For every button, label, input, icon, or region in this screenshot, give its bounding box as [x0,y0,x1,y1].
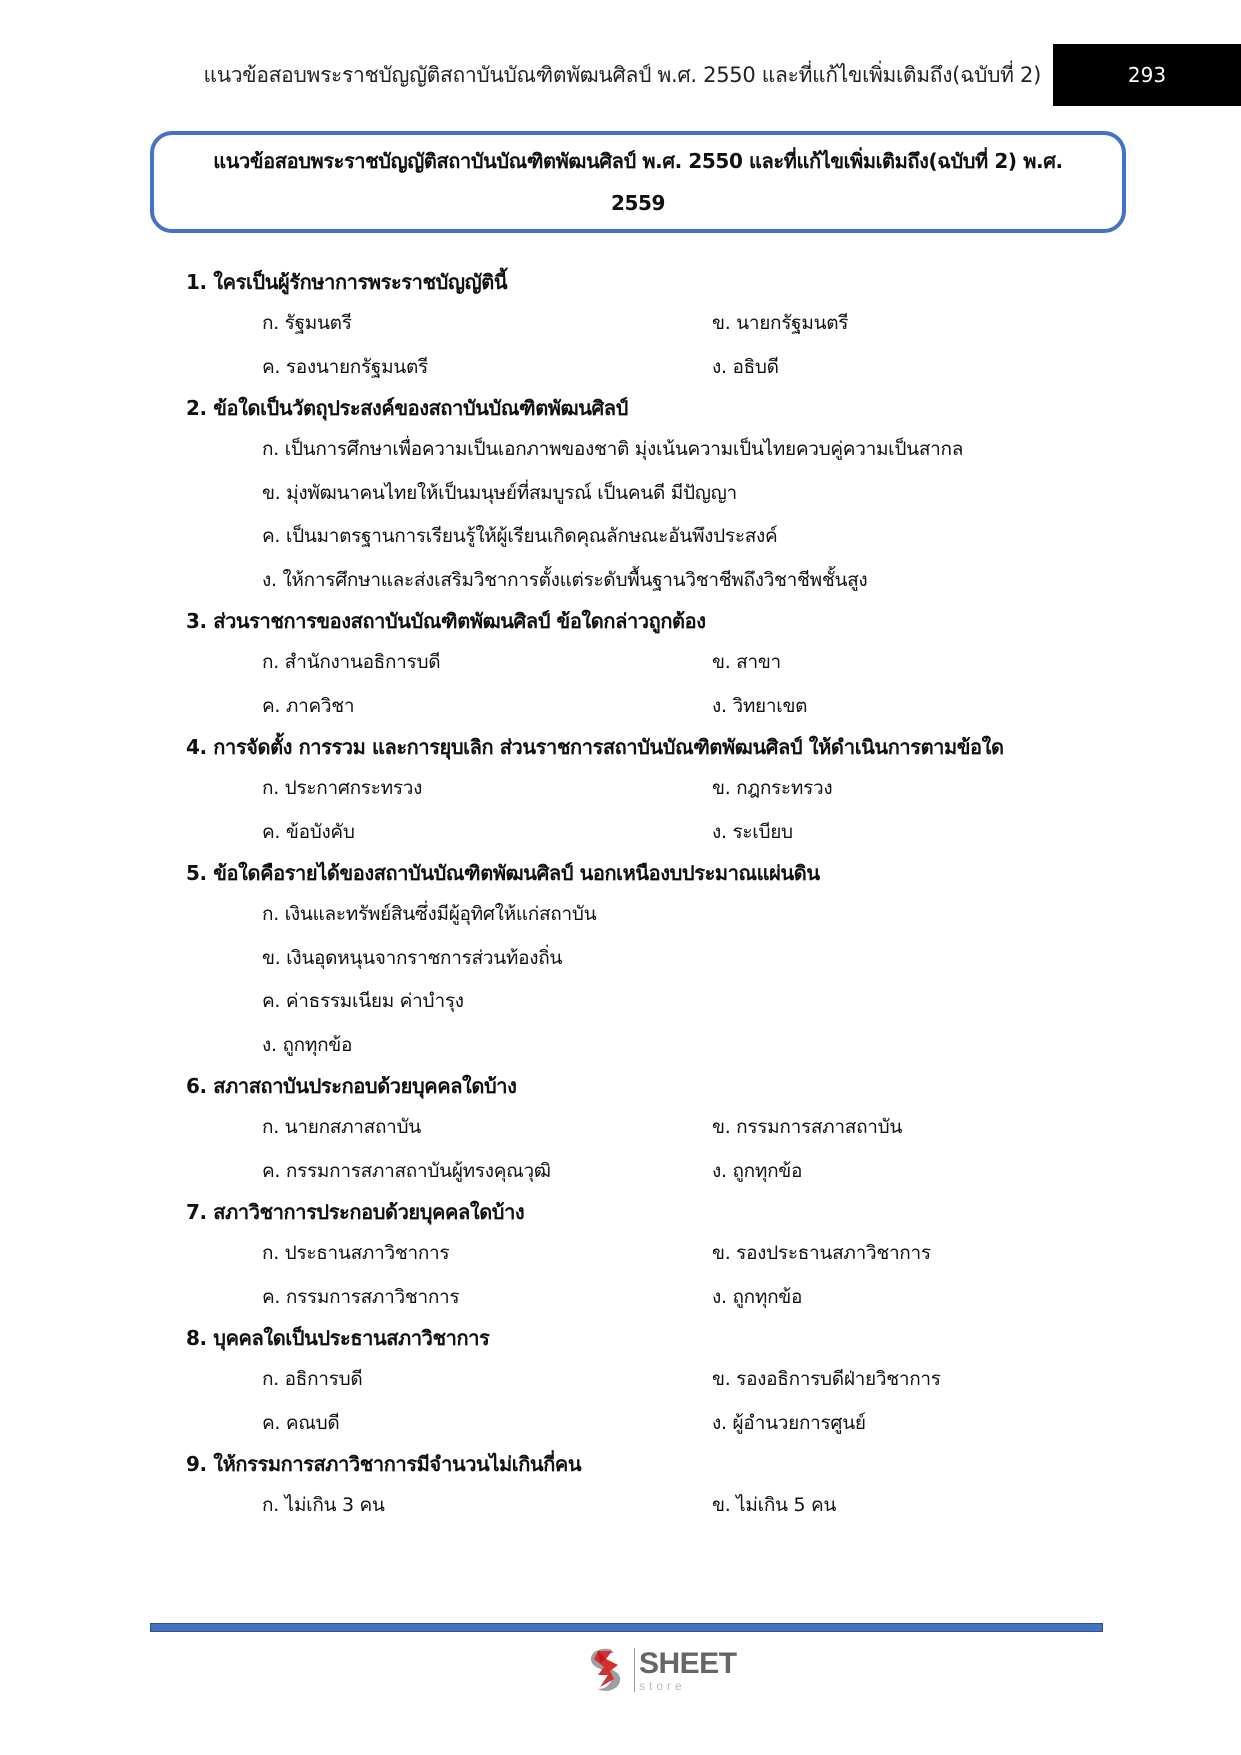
option: ค. กรรมการสภาสถาบันผู้ทรงคุณวุฒิ [262,1159,551,1182]
option: ก. ไม่เกิน 3 คน [262,1494,385,1516]
logo-text [639,1646,737,1693]
question [186,389,1086,602]
option: ข. เงินอุดหนุนจากราชการส่วนท้องถิ่น [262,946,563,969]
question-text: 1. ใครเป็นผู้รักษาการพระราชบัญญัตินี้ [186,270,508,294]
option-row [186,685,1086,729]
option: ง. ถูกทุกข้อ [712,1159,803,1182]
option: ข. รองประธานสภาวิชาการ [712,1242,931,1264]
option-row [186,767,1086,811]
option: ก. นายกสภาสถาบัน [262,1116,421,1138]
option: ง. ระเบียบ [712,820,793,843]
question [186,1067,1086,1193]
option-row [186,1232,1086,1276]
logo-sub: store [639,1678,686,1693]
option: ค. ค่าธรรมเนียม ค่าบำรุง [262,990,464,1012]
option-row [186,1276,1086,1320]
option: ข. นายกรัฐมนตรี [712,312,849,334]
option: ง. ถูกทุกข้อ [712,1285,803,1308]
option: ก. สำนักงานอธิการบดี [262,651,441,673]
logo-brand: SHEET [639,1646,737,1680]
option: ง. ผู้อำนวยการศูนย์ [712,1411,866,1434]
option-row [186,641,1086,685]
option-row [186,1150,1086,1194]
question [186,854,1086,1067]
question-text: 8. บุคคลใดเป็นประธานสภาวิชาการ [186,1326,490,1350]
option: ก. เป็นการศึกษาเพื่อความเป็นเอกภาพของชาติ มุ่งเน้นความเป็นไทยควบคู่ความเป็นสากล [262,438,964,460]
option: ค. รองนายกรัฐมนตรี [262,355,428,378]
option-row [186,1106,1086,1150]
option: ก. รัฐมนตรี [262,312,352,334]
option-row [186,346,1086,390]
option-row [186,1402,1086,1446]
option: ก. ประธานสภาวิชาการ [262,1242,450,1264]
question [186,1445,1086,1528]
option: ข. มุ่งพัฒนาคนไทยให้เป็นมนุษย์ที่สมบูรณ์ เป็นคนดี มีปัญญา [262,481,737,504]
title-line-2: 2559 [610,191,666,215]
option-row [186,1358,1086,1402]
option-row [186,811,1086,855]
option: ค. เป็นมาตรฐานการเรียนรู้ให้ผู้เรียนเกิดคุณลักษณะอันพึงประสงค์ [262,525,778,547]
option: ค. ข้อบังคับ [262,820,355,843]
option: ก. เงินและทรัพย์สินซึ่งมีผู้อุทิศให้แก่สถาบัน [262,903,597,925]
question [186,1319,1086,1445]
question-text: 6. สภาสถาบันประกอบด้วยบุคคลใดบ้าง [186,1074,517,1098]
question-list [186,263,1086,1528]
option: ข. กรรมการสภาสถาบัน [712,1116,903,1138]
question [186,263,1086,389]
option: ข. กฎกระทรวง [712,777,833,799]
sheet-store-s-logo-icon [580,1645,630,1695]
sheet-store-logo [580,1645,737,1695]
option: ก. ประกาศกระทรวง [262,777,423,799]
option: ค. ภาควิชา [262,694,355,717]
question-text: 7. สภาวิชาการประกอบด้วยบุคคลใดบ้าง [186,1200,525,1224]
option: ง. วิทยาเขต [712,694,808,717]
question [186,728,1086,854]
question [186,1193,1086,1319]
option: ก. อธิการบดี [262,1368,363,1390]
option: ง. ถูกทุกข้อ [262,1033,353,1056]
option: ข. รองอธิการบดีฝ่ายวิชาการ [712,1368,941,1390]
option: ง. ให้การศึกษาและส่งเสริมวิชาการตั้งแต่ระดับพื้นฐานวิชาชีพถึงวิชาชีพชั้นสูง [262,568,868,591]
footer-bar [150,1623,1103,1632]
logo-divider [634,1648,635,1692]
option-row [186,1484,1086,1528]
question-text: 5. ข้อใดคือรายได้ของสถาบันบัณฑิตพัฒนศิลป์ นอกเหนืองบประมาณแผ่นดิน [186,861,820,885]
option: ง. อธิบดี [712,355,779,378]
option: ค. กรรมการสภาวิชาการ [262,1285,460,1308]
question-text: 9. ให้กรรมการสภาวิชาการมีจำนวนไม่เกินกี่คน [186,1452,582,1476]
question [186,602,1086,728]
title-box [150,131,1126,233]
question-text: 3. ส่วนราชการของสถาบันบัณฑิตพัฒนศิลป์ ข้อใดกล่าวถูกต้อง [186,609,706,633]
option: ข. ไม่เกิน 5 คน [712,1494,837,1516]
title-line-1: แนวข้อสอบพระราชบัญญัติสถาบันบัณฑิตพัฒนศิลป์ พ.ศ. 2550 และที่แก้ไขเพิ่มเติมถึง(ฉบับที่ 2) พ.ศ. [213,149,1063,173]
option: ค. คณบดี [262,1411,340,1434]
question-text: 2. ข้อใดเป็นวัตถุประสงค์ของสถาบันบัณฑิตพัฒนศิลป์ [186,396,628,420]
running-header: แนวข้อสอบพระราชบัญญัติสถาบันบัณฑิตพัฒนศิลป์ พ.ศ. 2550 และที่แก้ไขเพิ่มเติมถึง(ฉบับที่ 2) [203,63,1041,87]
page-number: 293 [1053,44,1241,106]
option-row [186,302,1086,346]
option: ข. สาขา [712,651,781,673]
question-text: 4. การจัดตั้ง การรวม และการยุบเลิก ส่วนราชการสถาบันบัณฑิตพัฒนศิลป์ ให้ดำเนินการตามข้อใด [186,735,1004,759]
